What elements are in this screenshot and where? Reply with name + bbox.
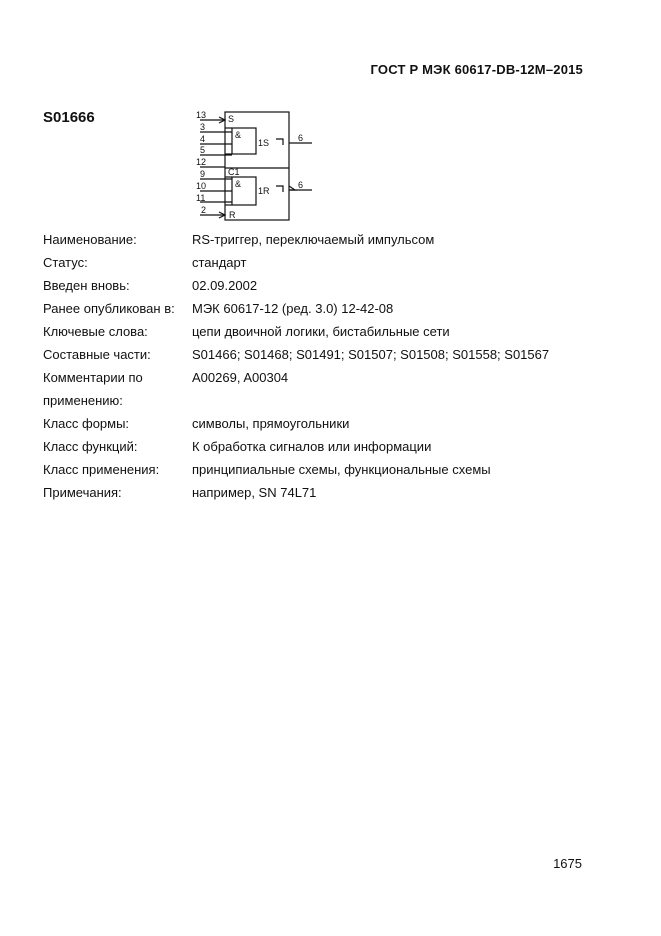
field-value: S01466; S01468; S01491; S01507; S01508; S01558; S01567 [192, 347, 550, 362]
field-row [43, 458, 623, 481]
document-header: ГОСТ Р МЭК 60617-DB-12M–2015 [370, 62, 583, 77]
field-row [43, 343, 623, 366]
field-row [43, 228, 623, 251]
field-label: Класс формы: [43, 416, 130, 431]
symbol-drawing [192, 108, 322, 226]
field-label: Класс применения: [43, 462, 160, 477]
and-top-label: & [235, 130, 242, 140]
field-label: Введен вновь: [43, 278, 130, 293]
rs-flipflop-symbol [192, 108, 322, 231]
field-label: Наименование: [43, 232, 137, 247]
field-value: A00269, A00304 [192, 370, 289, 385]
output-1r-label: 1R [258, 186, 270, 196]
c1-label: C1 [228, 167, 240, 177]
pin-5-label: 5 [200, 145, 206, 155]
pin-4-label: 4 [200, 134, 206, 144]
field-row [43, 366, 623, 389]
negation-indicator [289, 186, 295, 190]
output-bottom-label: 6 [298, 180, 304, 190]
pin-13-label: 13 [196, 110, 207, 120]
r-input-label: R [229, 210, 236, 220]
field-value: МЭК 60617-12 (ред. 3.0) 12-42-08 [192, 301, 394, 316]
field-label: Класс функций: [43, 439, 138, 454]
pin-10-label: 10 [196, 181, 207, 191]
output-top-label: 6 [298, 133, 304, 143]
entry-fields [43, 228, 623, 504]
field-label: Ранее опубликован в: [43, 301, 175, 316]
field-value: стандарт [192, 255, 247, 270]
field-row [43, 481, 623, 504]
field-row [43, 297, 623, 320]
field-value: К обработка сигналов или информации [192, 439, 432, 454]
field-value: 02.09.2002 [192, 278, 258, 293]
pin-3-label: 3 [200, 122, 206, 132]
and-bottom-label: & [235, 179, 242, 189]
field-value: принципиальные схемы, функциональные схемы [192, 462, 491, 477]
field-label: применению: [43, 393, 123, 408]
postponed-output-top [276, 139, 283, 145]
field-value: символы, прямоугольники [192, 416, 350, 431]
postponed-output-bottom [276, 186, 283, 192]
pin-2-label: 2 [201, 205, 207, 215]
field-value: цепи двоичной логики, бистабильные сети [192, 324, 450, 339]
field-label: Составные части: [43, 347, 151, 362]
field-row [43, 274, 623, 297]
field-row [43, 251, 623, 274]
pin-11-label: 11 [196, 193, 206, 203]
s-input-label: S [228, 114, 235, 124]
field-row [43, 435, 623, 458]
field-value [192, 389, 623, 412]
field-label: Примечания: [43, 485, 122, 500]
field-value: RS-триггер, переключаемый импульсом [192, 232, 435, 247]
field-value: например, SN 74L71 [192, 485, 317, 500]
output-1s-label: 1S [258, 138, 270, 148]
pin-9-label: 9 [200, 169, 206, 179]
field-row [43, 320, 623, 343]
field-label: Ключевые слова: [43, 324, 148, 339]
field-label: Комментарии по [43, 370, 143, 385]
field-row [43, 412, 623, 435]
field-label: Статус: [43, 255, 88, 270]
pin-12-label: 12 [196, 157, 207, 167]
field-row [43, 389, 623, 412]
entry-code: S01666 [43, 109, 95, 126]
page-number: 1675 [553, 856, 582, 871]
